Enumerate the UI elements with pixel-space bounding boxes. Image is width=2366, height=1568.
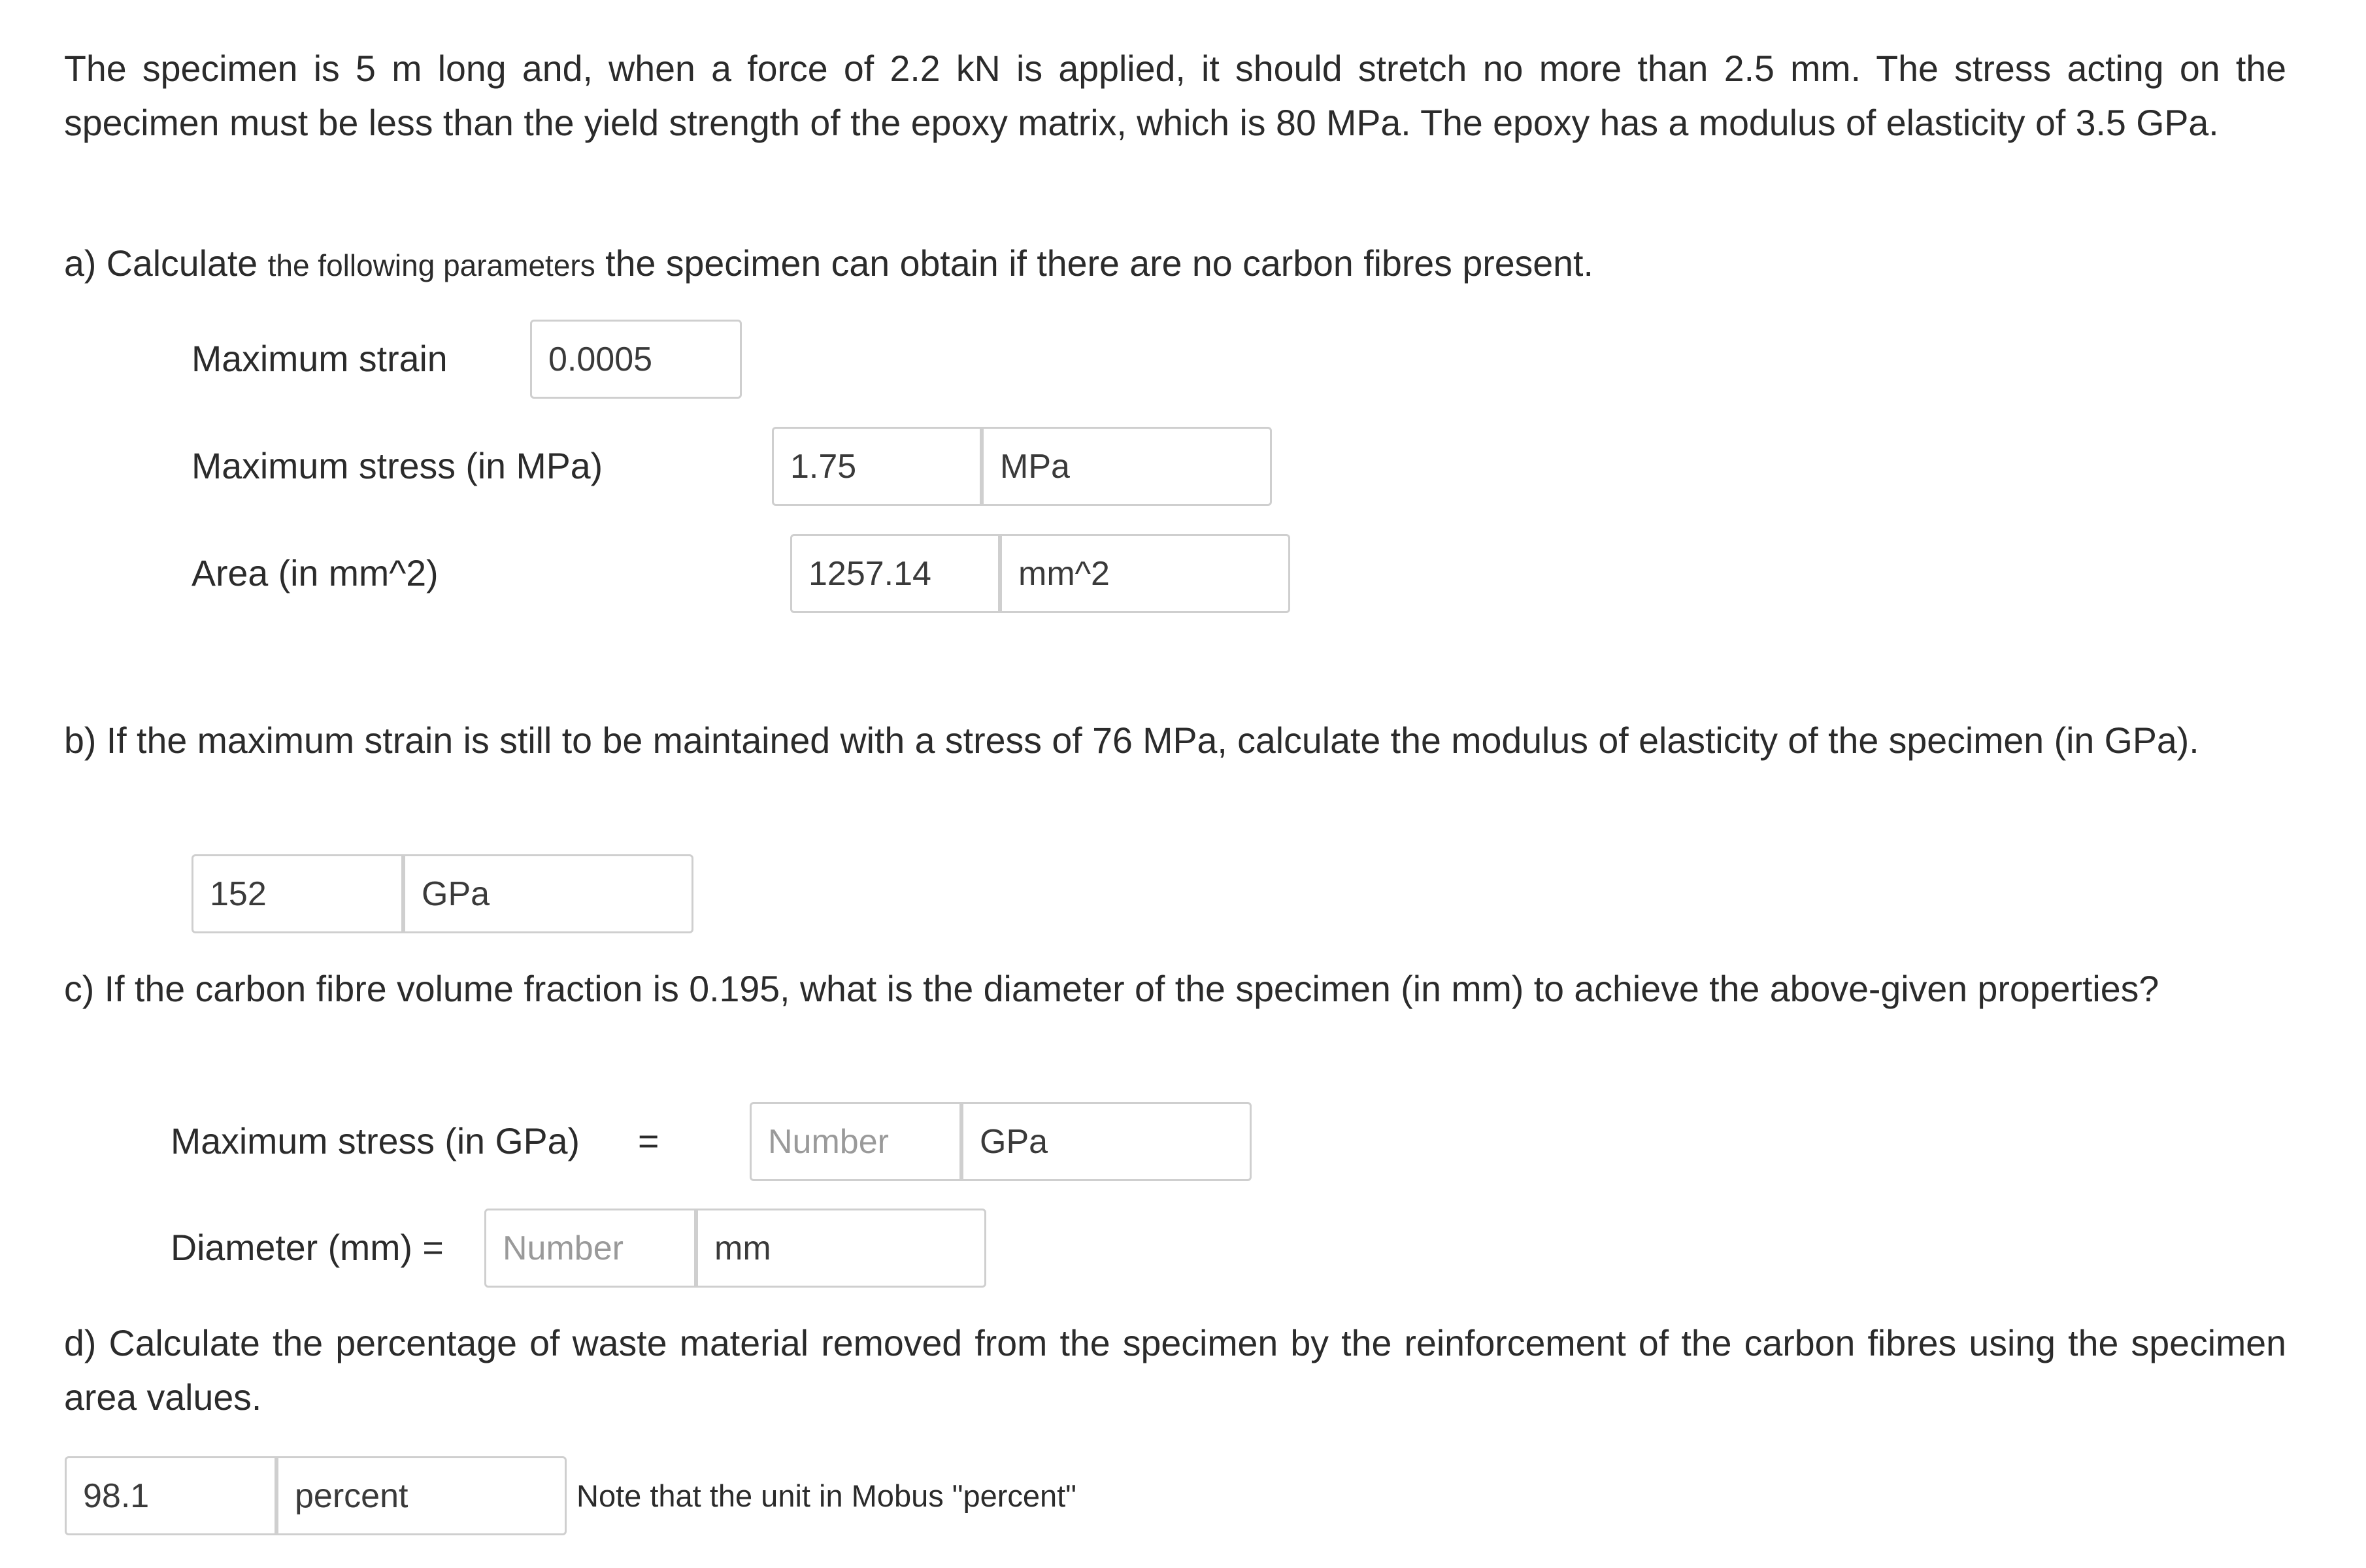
intro-text: The specimen is 5 m long and, when a force of 2.2 kN is applied, it should stretch no more than 2.5 mm. The stress acting on the specimen must be less than the yield strength of the epoxy matrix, which is 80 MPa. The epoxy has a modulus of elasticity of 3.5 GPa. <box>64 48 2286 143</box>
waste-percent-input[interactable] <box>65 1456 276 1535</box>
part-b-question: b) If the maximum strain is still to be maintained with a stress of 76 MPa, calculate the modulus of elasticity of the specimen (in GPa). <box>64 720 2199 761</box>
max-stress-mpa-label: Maximum stress (in MPa) <box>192 446 603 486</box>
max-stress-gpa-input[interactable] <box>750 1102 961 1181</box>
diameter-label: Diameter (mm) = <box>171 1227 444 1268</box>
part-a-question-small: the following parameters <box>267 248 595 282</box>
area-unit-field[interactable]: mm^2 <box>1000 534 1290 613</box>
max-stress-unit-field[interactable]: MPa <box>982 427 1272 506</box>
part-a-question-end: the specimen can obtain if there are no carbon fibres present. <box>595 243 1593 284</box>
part-a-question-start: a) Calculate <box>64 243 268 284</box>
modulus-unit-field[interactable]: GPa <box>403 854 693 933</box>
max-strain-label: Maximum strain <box>192 339 448 379</box>
part-a-question <box>64 237 2286 293</box>
modulus-input[interactable] <box>192 854 403 933</box>
diameter-input[interactable] <box>484 1209 696 1288</box>
part-c-question: c) If the carbon fibre volume fraction is 0.195, what is the diameter of the specimen (in mm) to achieve the above-given properties? <box>64 969 2159 1009</box>
waste-percent-unit-field[interactable]: percent <box>276 1456 567 1535</box>
area-input[interactable] <box>790 534 1000 613</box>
max-stress-mpa-input[interactable] <box>772 427 982 506</box>
part-d-question: d) Calculate the percentage of waste material removed from the specimen by the reinforcement of the carbon fibres using the specimen area values. <box>64 1323 2286 1418</box>
equals-sign: = <box>638 1121 659 1161</box>
unit-note: Note that the unit in Mobus "percent" <box>576 1478 1076 1513</box>
max-stress-gpa-unit-field[interactable]: GPa <box>961 1102 1252 1181</box>
max-stress-gpa-label: Maximum stress (in GPa) <box>171 1121 580 1161</box>
diameter-unit-field[interactable]: mm <box>696 1209 986 1288</box>
area-label: Area (in mm^2) <box>192 553 439 593</box>
max-strain-input[interactable] <box>530 320 742 399</box>
